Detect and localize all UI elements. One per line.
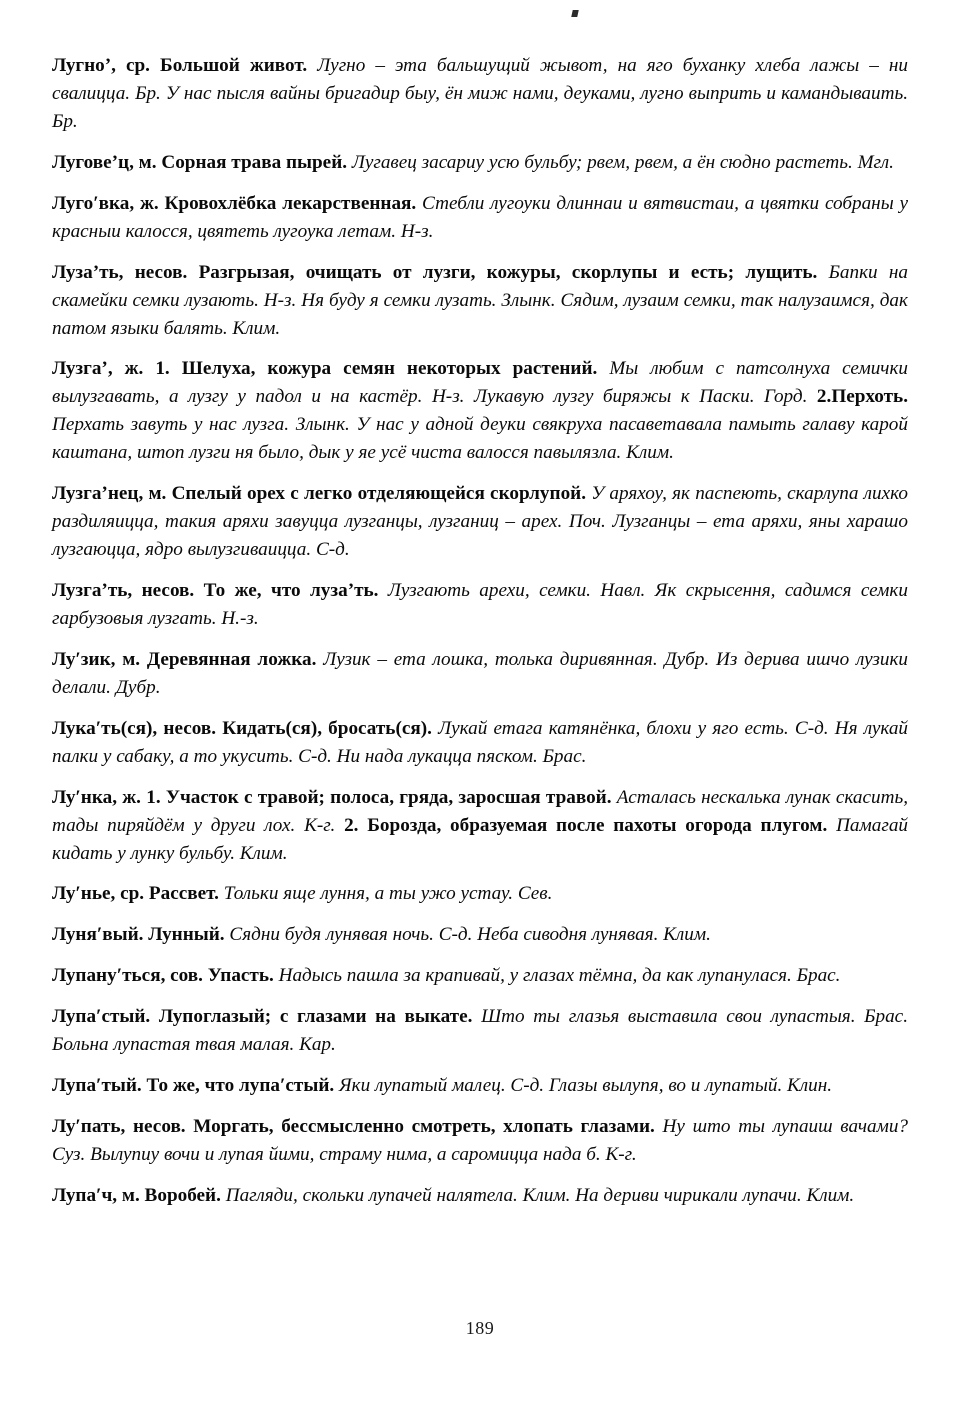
entry-citation: Лугно – эта бальшущий жывот, на яго буханку хлеба лажы – ни свалицца. Бр. У нас пысля вайны бригадир быу, ён миж нами, деуками, лугно выприть и камандываить. Бр.: [52, 55, 908, 132]
entry-citation: Бапки на скамейки семки лузають. Н-з. Ня буду я семки лузать. Злынк. Сядим, лузаим семки, так налузаимся, дак патом языки балять. Клим.: [52, 261, 908, 339]
dictionary-entry: [52, 784, 908, 868]
entry-headword: Лу′нка, ж. 1.: [52, 786, 161, 808]
entry-gloss: Воробей.: [144, 1184, 221, 1206]
dictionary-entry: [52, 190, 908, 246]
entry-gloss: Сорная трава пырей.: [161, 151, 348, 173]
entry-citation: Лугавец засариу усю бульбу; рвем, рвем, а ён сюдно растеть. Мгл.: [351, 151, 894, 173]
dictionary-entry: [52, 1113, 908, 1169]
entry-sense-2-label: 2.Перхоть.: [816, 386, 908, 408]
dictionary-entry: [52, 52, 908, 136]
entry-headword: Лугове’ц, м.: [52, 151, 157, 173]
entry-headword: Луза’ть, несов.: [52, 261, 188, 283]
entry-gloss: Рассвет.: [148, 883, 219, 905]
entry-citation: Мы любим с патсолнуха семички вылузгавать, а лузгу у падол и на кастёр. Н-з. Лукавую лузгу биряжы к Паски. Горд.: [52, 358, 909, 408]
entry-citation: Лукай етага катянёнка, блохи у яго есть. С-д. Ня лукай палки у сабаку, а то укусить. С-д. Ни нада лукацца пяском. Брас.: [52, 717, 909, 767]
entry-gloss: Разгрызая, очищать от лузги, кожуры, скорлупы и есть; лущить.: [198, 261, 818, 283]
entry-gloss: Большой живот.: [160, 55, 308, 76]
entry-headword: Лупа′тый.: [52, 1075, 142, 1097]
dictionary-entry: [52, 259, 908, 343]
entry-gloss: Участок с травой; полоса, гряда, заросшая травой.: [165, 786, 612, 808]
entry-citation: Яки лупатый малец. С-д. Глазы вылупя, во и лупатый. Клин.: [338, 1075, 833, 1097]
entry-citation: Лузгають арехи, семки. Навл. Як скрысення, садимся семки гарбузовыя лузгать. Н.-з.: [52, 580, 908, 629]
entry-sense-2-citation: Перхать завуть у нас лузга. Злынк. У нас у адной деуки свякруха пасаветавала памыть галаву карой каштана, штоп лузги ня было, дык у яе усё чиста валосся павылязла. Клим.: [52, 414, 908, 464]
entry-gloss: Спелый орех с легко отделяющейся скорлупой.: [171, 483, 587, 505]
entry-headword: Лупа′ч, м.: [52, 1184, 140, 1206]
entry-headword: Лупану′ться, сов.: [52, 965, 203, 987]
entry-citation: Што ты глазья выставила свои лупастыя. Брас. Больна лупастая твая малая. Кар.: [52, 1006, 908, 1056]
entry-sense-2-citation: Памагай кидать у лунку бульбу. Клим.: [52, 814, 909, 864]
page-number: 189: [465, 1318, 495, 1338]
entry-citation: Стебли лугоуки длиннаи и вятвистаи, а цвятки собраны у красныи калосся, цвятеть лугоука летам. Н-з.: [52, 192, 909, 242]
dictionary-entry: [52, 480, 908, 564]
entry-gloss: Кровохлёбка лекарственная.: [164, 192, 417, 214]
dictionary-entry: [52, 921, 908, 949]
dictionary-entry: [52, 715, 908, 771]
entry-gloss: Деревянная ложка.: [146, 648, 317, 670]
scan-artifact-speck: [571, 10, 578, 17]
entry-headword: Лузга’, ж. 1.: [52, 358, 170, 380]
entry-citation: Асталась нескалька лунак скасить, тады пиряйдём у други лох. К-г.: [52, 786, 908, 836]
entry-citation: Пагляди, скольки лупачей налятела. Клим. На дериви чирикали лупачи. Клим.: [225, 1184, 855, 1206]
entry-headword: Лугно’, ср.: [52, 55, 150, 76]
page-body-text-column: [52, 52, 908, 1210]
dictionary-entry: [52, 1182, 908, 1210]
entry-citation: Сядни будя лунявая ночь. С-д. Неба сиводня лунявая. Клим.: [229, 924, 711, 946]
entry-sense-2-label: 2.: [344, 814, 359, 836]
entry-gloss: Упасть.: [207, 965, 274, 987]
dictionary-entry: [52, 577, 908, 633]
entry-citation: Ну што ты лупаиш вачами? Суз. Вылупиу вочи и лупая йими, страму нима, а саромицца нада б. К-г.: [52, 1116, 909, 1165]
entry-gloss: Моргать, бессмысленно смотреть, хлопать глазами.: [193, 1116, 655, 1138]
dictionary-entry: [52, 1003, 908, 1059]
dictionary-entry: [52, 880, 908, 908]
entry-gloss: Лупоглазый; с глазами на выкате.: [158, 1006, 473, 1028]
entry-headword: Лу′зик, м.: [52, 648, 141, 670]
entry-gloss: То же, что лупа′стый.: [146, 1075, 335, 1097]
dictionary-entry: [52, 355, 908, 467]
entry-headword: Лука′ть(ся), несов.: [52, 717, 216, 739]
entry-headword: Луго′вка, ж.: [52, 192, 159, 214]
entry-gloss: Кидать(ся), бросать(ся).: [222, 717, 432, 739]
entry-headword: Лу′нье, ср.: [52, 883, 145, 905]
entry-citation: Тольки яще луння, а ты ужо устау. Сев.: [223, 883, 553, 905]
entry-gloss: То же, что луза’ть.: [203, 580, 379, 601]
dictionary-entry: [52, 646, 908, 702]
entry-sense-2-gloss: Борозда, образуемая после пахоты огорода плугом.: [367, 814, 828, 836]
entry-headword: Лузга’ть, несов.: [52, 580, 195, 601]
entry-headword: Луня′вый.: [52, 924, 144, 946]
entry-gloss: Шелуха, кожура семян некоторых растений.: [181, 358, 598, 380]
dictionary-entry: [52, 1072, 908, 1100]
entry-citation: Лузик – ета лошка, толька диривянная. Дубр. Из дерива ишчо лузики делали. Дубр.: [52, 648, 909, 698]
entry-citation: Надысь пашла за крапивай, у глазах тёмна, да как лупанулася. Брас.: [278, 965, 841, 987]
dictionary-entry: [52, 962, 908, 990]
entry-gloss: Лунный.: [148, 924, 225, 946]
entry-headword: Лузга’нец, м.: [52, 483, 167, 505]
entry-headword: Лупа′стый.: [52, 1006, 151, 1028]
dictionary-entry: [52, 149, 908, 177]
entry-headword: Лу′пать, несов.: [52, 1116, 186, 1138]
entry-citation: У аряхоу, як паспеють, скарлупа лихко раздиляицца, такия аряхи завуцца лузганцы, лузганиц – арех. Поч. Лузганцы – ета аряхи, яны харашо лузгаюцца, ядро вылузгиваицца. С-д.: [52, 483, 908, 561]
